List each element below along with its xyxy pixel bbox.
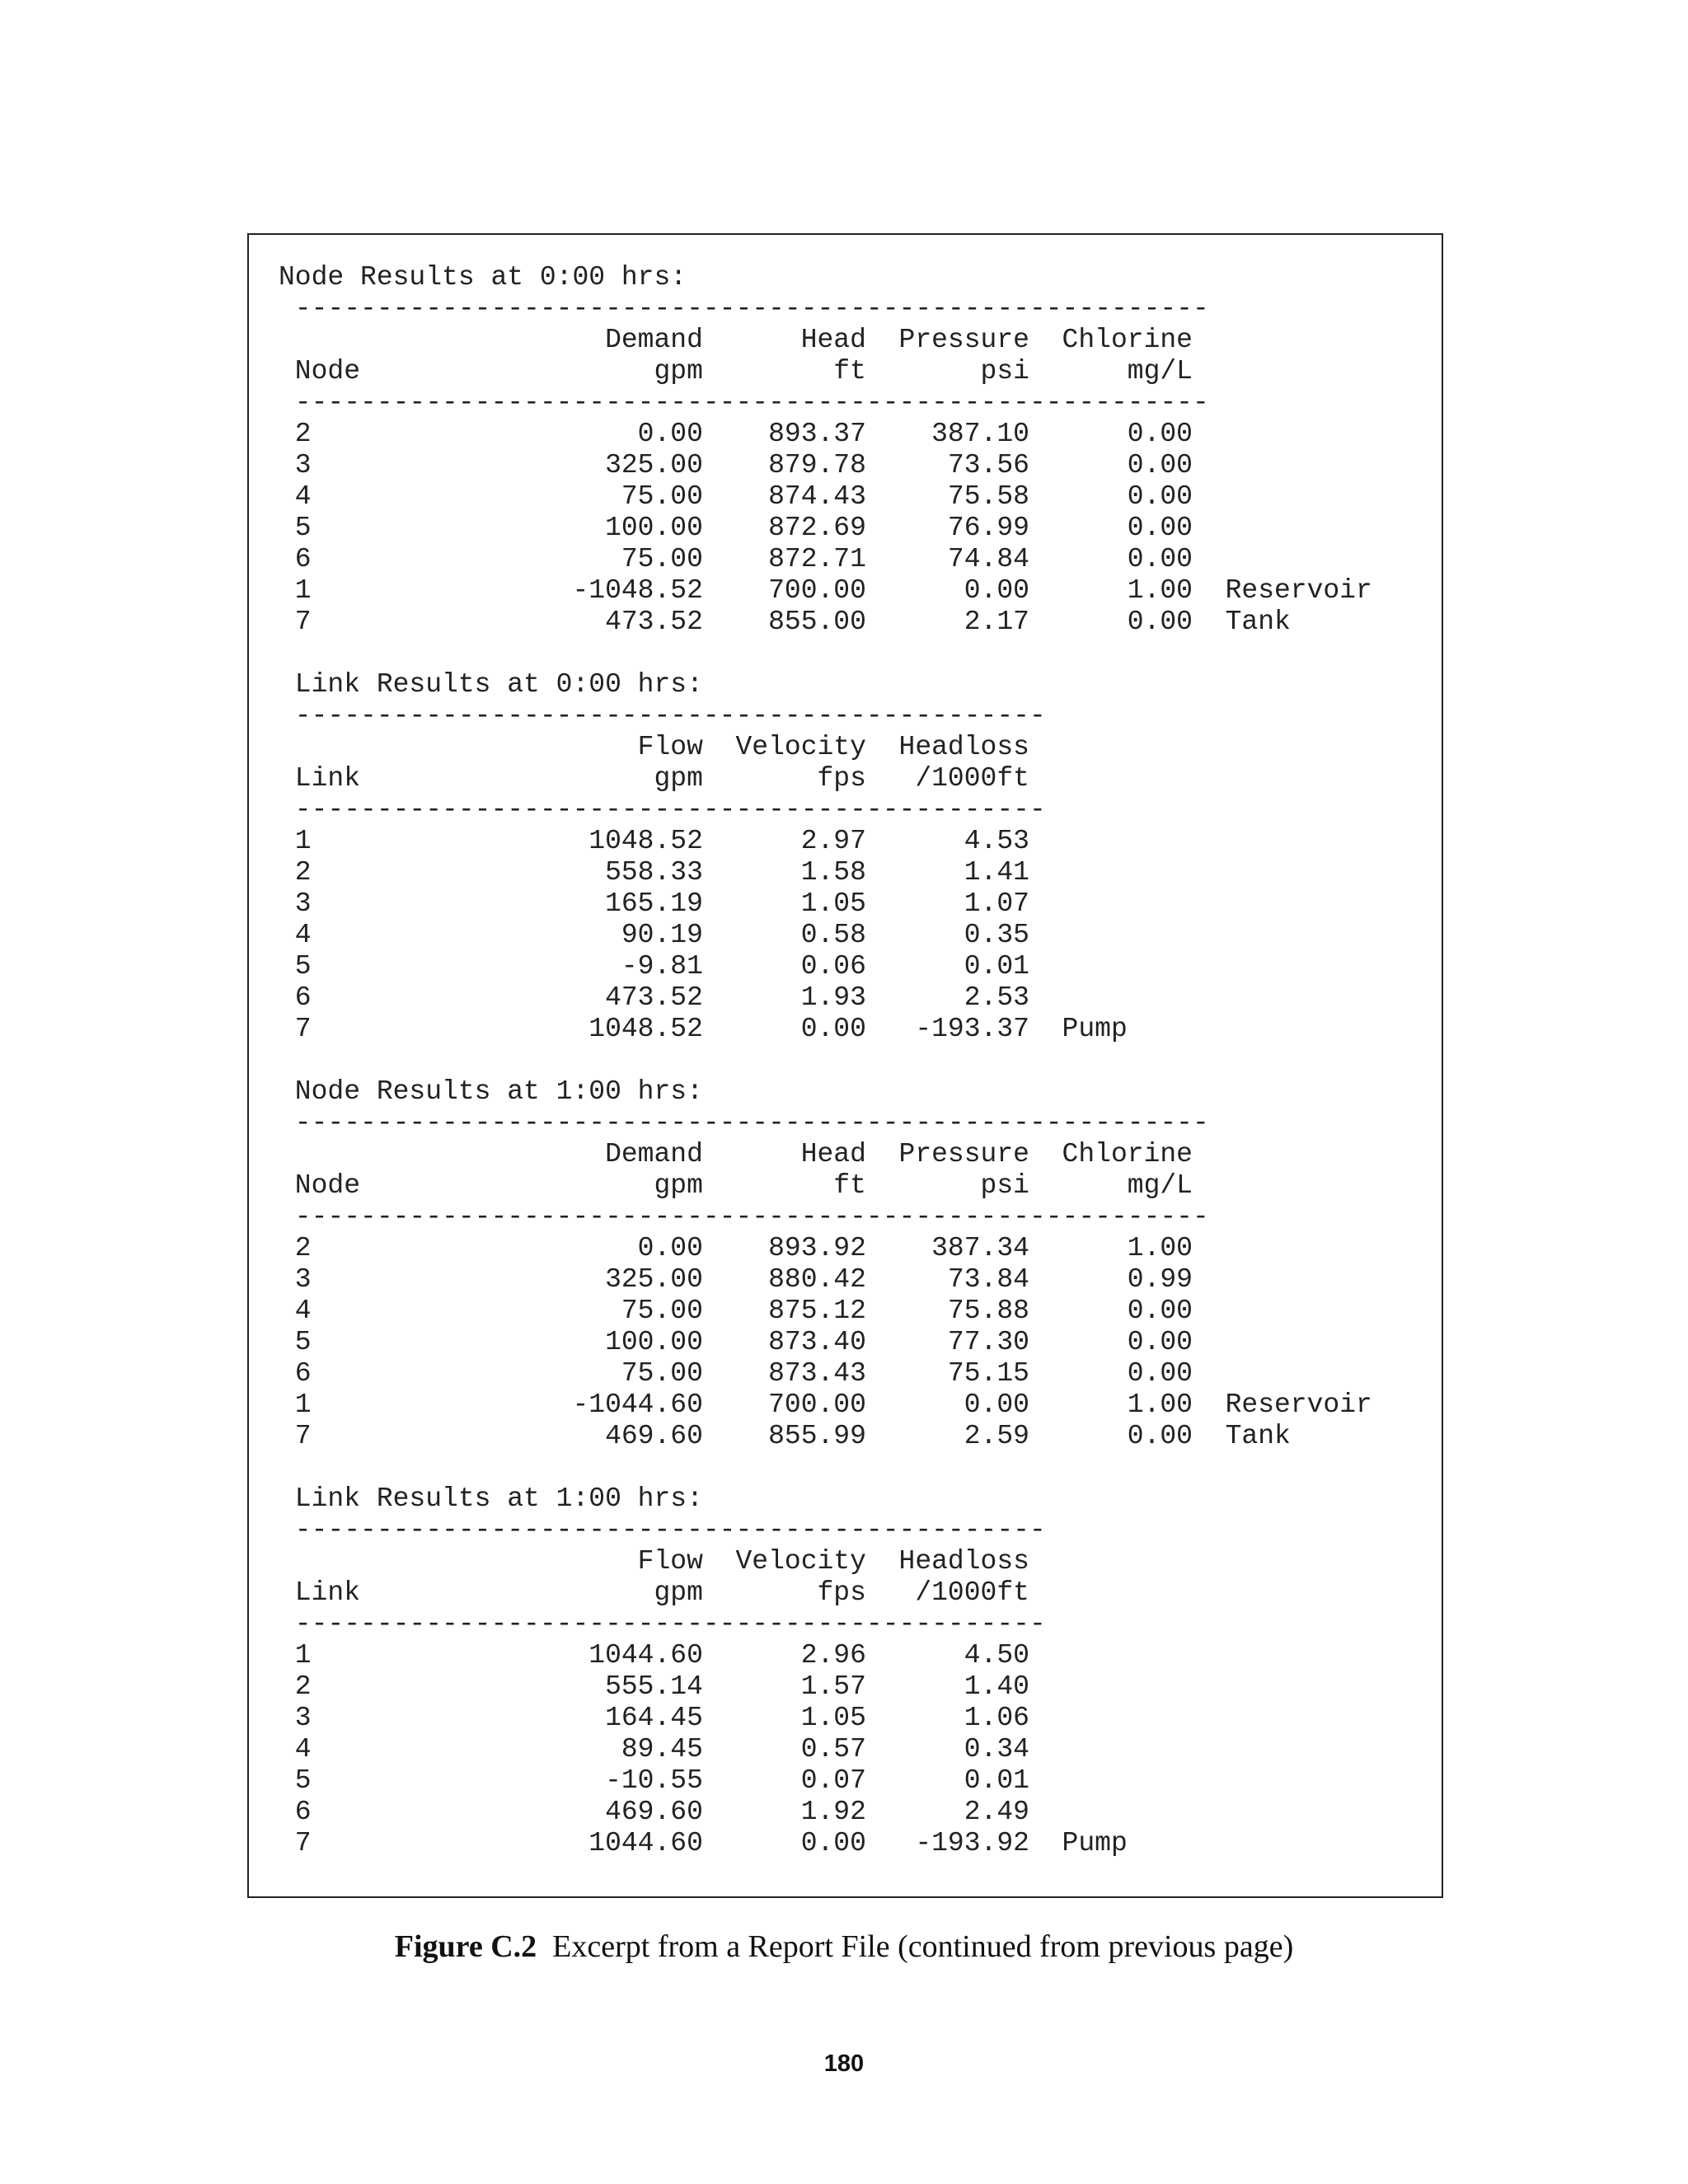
report-line: Flow Velocity Headloss bbox=[279, 732, 1029, 762]
report-line: Node Results at 1:00 hrs: bbox=[279, 1076, 703, 1107]
report-line: 5 100.00 872.69 76.99 0.00 bbox=[279, 513, 1193, 543]
report-line: Link Results at 0:00 hrs: bbox=[279, 669, 703, 700]
report-line: 3 325.00 879.78 73.56 0.00 bbox=[279, 450, 1193, 480]
report-line: ---------------------------------------------- bbox=[279, 1609, 1046, 1639]
report-line: -------------------------------------------------------- bbox=[279, 387, 1209, 418]
report-line: 4 75.00 875.12 75.88 0.00 bbox=[279, 1296, 1193, 1326]
report-line: 7 469.60 855.99 2.59 0.00 Tank bbox=[279, 1421, 1291, 1451]
report-line: ---------------------------------------------- bbox=[279, 794, 1046, 825]
report-line: -------------------------------------------------------- bbox=[279, 1202, 1209, 1232]
report-line: 5 100.00 873.40 77.30 0.00 bbox=[279, 1327, 1193, 1357]
figure-label: Figure C.2 bbox=[394, 1929, 537, 1964]
report-line: 7 1044.60 0.00 -193.92 Pump bbox=[279, 1828, 1128, 1858]
report-line: Link gpm fps /1000ft bbox=[279, 1577, 1029, 1608]
report-line: 3 325.00 880.42 73.84 0.99 bbox=[279, 1264, 1193, 1295]
report-line: ---------------------------------------------- bbox=[279, 1515, 1046, 1545]
report-line: Link gpm fps /1000ft bbox=[279, 763, 1029, 794]
report-line: Demand Head Pressure Chlorine bbox=[279, 325, 1193, 355]
report-line: Demand Head Pressure Chlorine bbox=[279, 1139, 1193, 1169]
report-line: 2 0.00 893.92 387.34 1.00 bbox=[279, 1233, 1193, 1263]
report-line: 1 -1048.52 700.00 0.00 1.00 Reservoir bbox=[279, 575, 1372, 606]
report-line: -------------------------------------------------------- bbox=[279, 1108, 1209, 1138]
report-line: 4 90.19 0.58 0.35 bbox=[279, 920, 1029, 950]
report-line: 1 1044.60 2.96 4.50 bbox=[279, 1640, 1029, 1671]
report-text bbox=[279, 262, 1372, 1859]
report-line: ---------------------------------------------- bbox=[279, 701, 1046, 731]
report-line: 7 1048.52 0.00 -193.37 Pump bbox=[279, 1014, 1128, 1044]
report-line: Node Results at 0:00 hrs: bbox=[279, 262, 687, 293]
figure-caption bbox=[0, 1929, 1688, 1965]
report-line: 2 0.00 893.37 387.10 0.00 bbox=[279, 419, 1193, 449]
report-line: 5 -10.55 0.07 0.01 bbox=[279, 1765, 1029, 1796]
report-line: 6 75.00 873.43 75.15 0.00 bbox=[279, 1358, 1193, 1389]
report-line: Node gpm ft psi mg/L bbox=[279, 356, 1193, 387]
report-line: 5 -9.81 0.06 0.01 bbox=[279, 951, 1029, 982]
figure-caption-text: Excerpt from a Report File (continued from previous page) bbox=[552, 1929, 1294, 1964]
report-line: 1 1048.52 2.97 4.53 bbox=[279, 826, 1029, 856]
report-line: 7 473.52 855.00 2.17 0.00 Tank bbox=[279, 607, 1291, 637]
report-line: 6 75.00 872.71 74.84 0.00 bbox=[279, 544, 1193, 574]
report-line: 3 164.45 1.05 1.06 bbox=[279, 1703, 1029, 1733]
report-line: Node gpm ft psi mg/L bbox=[279, 1170, 1193, 1201]
page-number: 180 bbox=[823, 2050, 865, 2077]
report-line: Link Results at 1:00 hrs: bbox=[279, 1483, 703, 1514]
report-line: Flow Velocity Headloss bbox=[279, 1546, 1029, 1577]
report-line: 1 -1044.60 700.00 0.00 1.00 Reservoir bbox=[279, 1390, 1372, 1420]
report-line: 2 555.14 1.57 1.40 bbox=[279, 1671, 1029, 1702]
report-line: 6 469.60 1.92 2.49 bbox=[279, 1797, 1029, 1827]
report-line: 6 473.52 1.93 2.53 bbox=[279, 982, 1029, 1013]
report-line: 2 558.33 1.58 1.41 bbox=[279, 857, 1029, 888]
report-line: 3 165.19 1.05 1.07 bbox=[279, 888, 1029, 919]
report-line: -------------------------------------------------------- bbox=[279, 293, 1209, 324]
report-line: 4 89.45 0.57 0.34 bbox=[279, 1734, 1029, 1765]
report-line: 4 75.00 874.43 75.58 0.00 bbox=[279, 481, 1193, 512]
